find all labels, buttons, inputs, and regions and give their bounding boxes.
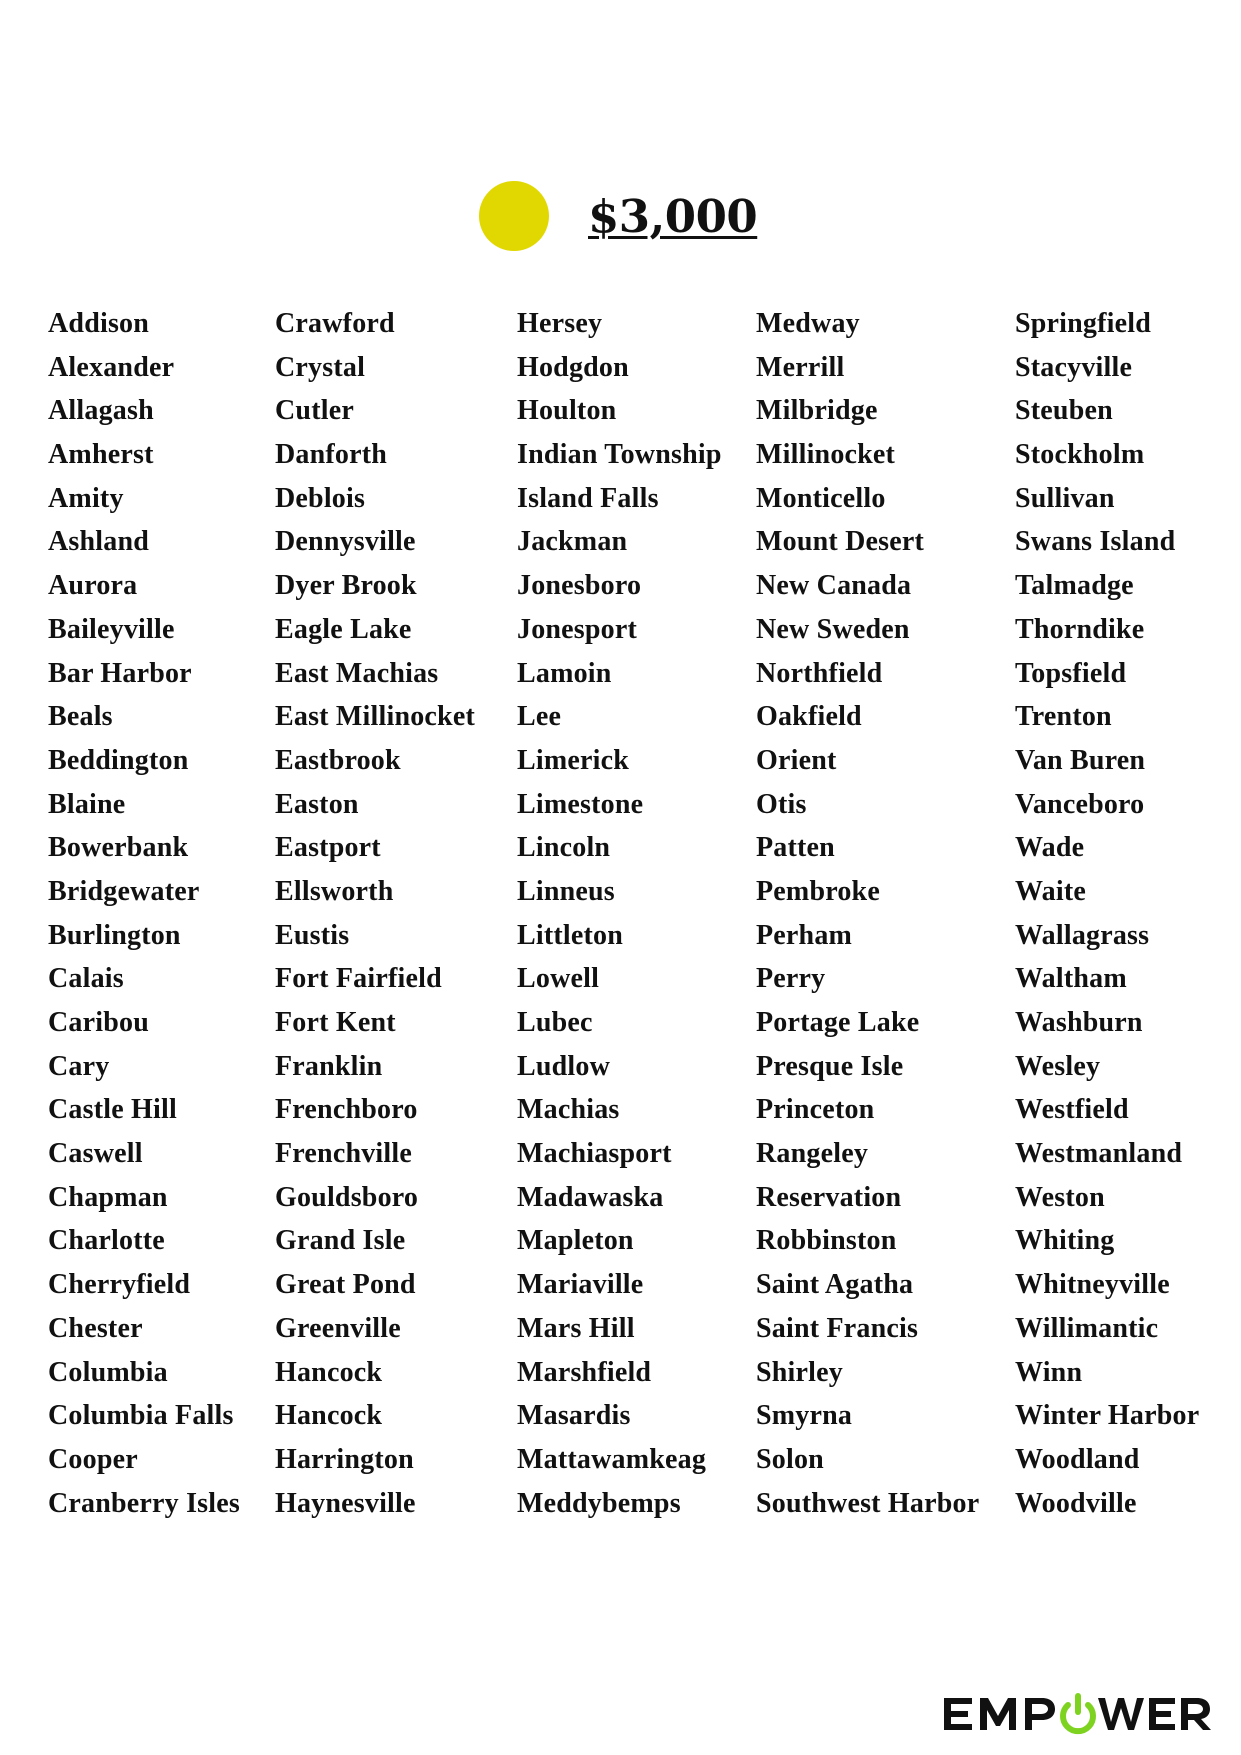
page-header: [0, 181, 1241, 253]
town-name: Waite: [1015, 875, 1086, 907]
town-name: Woodville: [1015, 1487, 1137, 1519]
town-name: Chester: [48, 1312, 143, 1344]
town-name: Swans Island: [1015, 526, 1176, 558]
logo-letter-w: [1098, 1698, 1144, 1730]
town-name: Lamoin: [517, 657, 612, 689]
town-name: Van Buren: [1015, 744, 1146, 776]
town-name: Stacyville: [1015, 351, 1133, 383]
town-name: Talmadge: [1015, 570, 1134, 602]
town-name: Bridgewater: [48, 875, 200, 907]
town-name: Washburn: [1015, 1007, 1143, 1038]
town-name: Presque Isle: [756, 1050, 904, 1082]
town-name: Indian Township: [517, 439, 722, 471]
town-name: Saint Francis: [756, 1312, 919, 1344]
town-column-4: [756, 306, 979, 1529]
town-name: Springfield: [1015, 308, 1152, 339]
town-name: Dennysville: [275, 526, 416, 558]
town-name: Weston: [1015, 1181, 1105, 1213]
town-name: Jonesboro: [517, 570, 642, 602]
town-name: Portage Lake: [756, 1007, 920, 1038]
town-name: Woodland: [1015, 1443, 1140, 1475]
logo-letter-p: [1025, 1698, 1055, 1730]
town-name: Allagash: [48, 395, 154, 427]
town-name: Jackman: [517, 526, 628, 558]
town-name: Hancock: [275, 1400, 383, 1432]
town-name: Millinocket: [756, 439, 896, 471]
town-name: Otis: [756, 788, 807, 820]
town-name: Grand Isle: [275, 1225, 406, 1257]
town-name: Reservation: [756, 1181, 902, 1213]
town-name: Easton: [275, 788, 359, 820]
town-name: Houlton: [517, 395, 617, 427]
town-name: Fort Kent: [275, 1007, 396, 1038]
town-name: Castle Hill: [48, 1094, 177, 1126]
logo-letter-m: [980, 1698, 1016, 1730]
town-name: Haynesville: [275, 1487, 416, 1519]
town-name: Wallagrass: [1015, 919, 1150, 951]
town-name: Blaine: [48, 788, 126, 820]
town-name: Machias: [517, 1094, 620, 1126]
town-name: Hodgdon: [517, 351, 629, 383]
town-name: Gouldsboro: [275, 1181, 419, 1213]
town-name: Aurora: [48, 570, 138, 602]
town-name: Burlington: [48, 919, 181, 951]
town-name: Bar Harbor: [48, 657, 192, 689]
town-name: Columbia: [48, 1356, 168, 1388]
town-name: Masardis: [517, 1400, 631, 1432]
town-name: Baileyville: [48, 613, 175, 645]
town-name: Saint Agatha: [756, 1269, 914, 1301]
town-name: Beals: [48, 701, 113, 733]
logo-letter-r: [1181, 1698, 1211, 1730]
town-name: Franklin: [275, 1050, 383, 1082]
town-name: Addison: [48, 308, 150, 339]
town-name: Bowerbank: [48, 832, 189, 864]
town-name: Shirley: [756, 1356, 843, 1388]
town-name: Columbia Falls: [48, 1400, 234, 1432]
town-name: Mariaville: [517, 1269, 644, 1301]
town-name: Littleton: [517, 919, 624, 951]
town-name: Lowell: [517, 963, 600, 995]
town-list: [0, 306, 1241, 1546]
town-name: Fort Fairfield: [275, 963, 442, 995]
town-name: Caswell: [48, 1138, 143, 1170]
town-name: Patten: [756, 832, 835, 864]
town-name: East Millinocket: [275, 701, 475, 733]
town-name: Merrill: [756, 351, 845, 383]
town-column-3: [517, 306, 722, 1529]
yellow-dot-icon: [479, 181, 549, 251]
town-name: Great Pond: [275, 1269, 416, 1301]
town-name: Medway: [756, 308, 860, 339]
town-name: Milbridge: [756, 395, 878, 427]
town-name: Madawaska: [517, 1181, 664, 1213]
town-name: Alexander: [48, 351, 175, 383]
town-name: East Machias: [275, 657, 439, 689]
town-name: Caribou: [48, 1007, 149, 1038]
town-name: Linneus: [517, 875, 615, 907]
town-name: Cutler: [275, 395, 354, 427]
town-name: Ellsworth: [275, 875, 394, 907]
town-column-1: [48, 306, 240, 1529]
town-name: Rangeley: [756, 1138, 869, 1170]
town-name: New Sweden: [756, 613, 910, 645]
town-name: Limerick: [517, 744, 630, 776]
town-name: Charlotte: [48, 1225, 165, 1257]
town-name: Whitneyville: [1015, 1269, 1170, 1301]
town-name: Hancock: [275, 1356, 383, 1388]
town-name: Machiasport: [517, 1138, 672, 1170]
town-name: Stockholm: [1015, 439, 1145, 471]
town-name: Northfield: [756, 657, 883, 689]
town-name: Oakfield: [756, 701, 862, 733]
amount-title: $3,000: [588, 190, 758, 243]
town-name: Waltham: [1015, 963, 1127, 995]
town-name: Calais: [48, 963, 124, 995]
town-name: Eagle Lake: [275, 613, 412, 645]
town-name: Willimantic: [1015, 1312, 1159, 1344]
town-name: Winn: [1015, 1356, 1083, 1388]
town-name: Solon: [756, 1443, 824, 1475]
town-name: Whiting: [1015, 1225, 1115, 1257]
town-name: Orient: [756, 744, 837, 776]
town-name: Crawford: [275, 308, 395, 339]
town-name: Ludlow: [517, 1050, 611, 1082]
town-name: Monticello: [756, 482, 886, 514]
town-name: Vanceboro: [1015, 788, 1145, 820]
town-name: Mars Hill: [517, 1312, 635, 1344]
town-name: Eastbrook: [275, 744, 401, 776]
empower-logo: [944, 1692, 1214, 1736]
logo-letter-e2: [1149, 1698, 1175, 1730]
town-name: Lubec: [517, 1007, 593, 1038]
town-name: Amity: [48, 482, 124, 514]
town-column-5: [1015, 306, 1199, 1529]
town-name: Danforth: [275, 439, 388, 471]
town-name: Lee: [517, 701, 562, 733]
town-name: Wade: [1015, 832, 1085, 864]
town-name: Trenton: [1015, 701, 1112, 733]
town-name: Marshfield: [517, 1356, 652, 1388]
town-name: Perry: [756, 963, 826, 995]
town-name: Smyrna: [756, 1400, 853, 1432]
town-name: Cary: [48, 1050, 110, 1082]
logo-text: EMPOWER: [944, 1692, 949, 1693]
power-icon: [1063, 1696, 1093, 1731]
town-name: Pembroke: [756, 875, 880, 907]
town-name: Jonesport: [517, 613, 638, 645]
town-name: Southwest Harbor: [756, 1487, 980, 1519]
town-name: New Canada: [756, 570, 912, 602]
town-name: Beddington: [48, 744, 189, 776]
town-name: Amherst: [48, 439, 154, 471]
town-name: Mount Desert: [756, 526, 925, 558]
town-name: Wesley: [1015, 1050, 1101, 1082]
town-column-2: [275, 306, 475, 1529]
town-name: Harrington: [275, 1443, 414, 1475]
town-name: Greenville: [275, 1312, 401, 1344]
town-name: Hersey: [517, 308, 603, 339]
town-name: Steuben: [1015, 395, 1113, 427]
town-name: Cranberry Isles: [48, 1487, 240, 1519]
town-name: Cooper: [48, 1443, 138, 1475]
town-name: Perham: [756, 919, 853, 951]
town-name: Mattawamkeag: [517, 1443, 707, 1475]
town-name: Thorndike: [1015, 613, 1145, 645]
logo-letter-e: [944, 1698, 972, 1730]
town-name: Lincoln: [517, 832, 611, 864]
town-name: Winter Harbor: [1015, 1400, 1200, 1432]
town-name: Chapman: [48, 1181, 168, 1213]
town-name: Cherryfield: [48, 1269, 191, 1301]
town-name: Robbinston: [756, 1225, 897, 1257]
town-name: Westmanland: [1015, 1138, 1183, 1170]
town-name: Frenchboro: [275, 1094, 418, 1126]
town-name: Meddybemps: [517, 1487, 681, 1519]
town-name: Crystal: [275, 351, 366, 383]
town-name: Eastport: [275, 832, 381, 864]
town-name: Princeton: [756, 1094, 875, 1126]
town-name: Dyer Brook: [275, 570, 417, 602]
town-name: Sullivan: [1015, 482, 1115, 514]
town-name: Frenchville: [275, 1138, 412, 1170]
town-name: Island Falls: [517, 482, 659, 514]
town-name: Deblois: [275, 482, 366, 514]
town-name: Limestone: [517, 788, 644, 820]
town-name: Ashland: [48, 526, 150, 558]
town-name: Eustis: [275, 919, 350, 951]
town-name: Westfield: [1015, 1094, 1129, 1126]
town-name: Topsfield: [1015, 657, 1127, 689]
town-name: Mapleton: [517, 1225, 634, 1257]
